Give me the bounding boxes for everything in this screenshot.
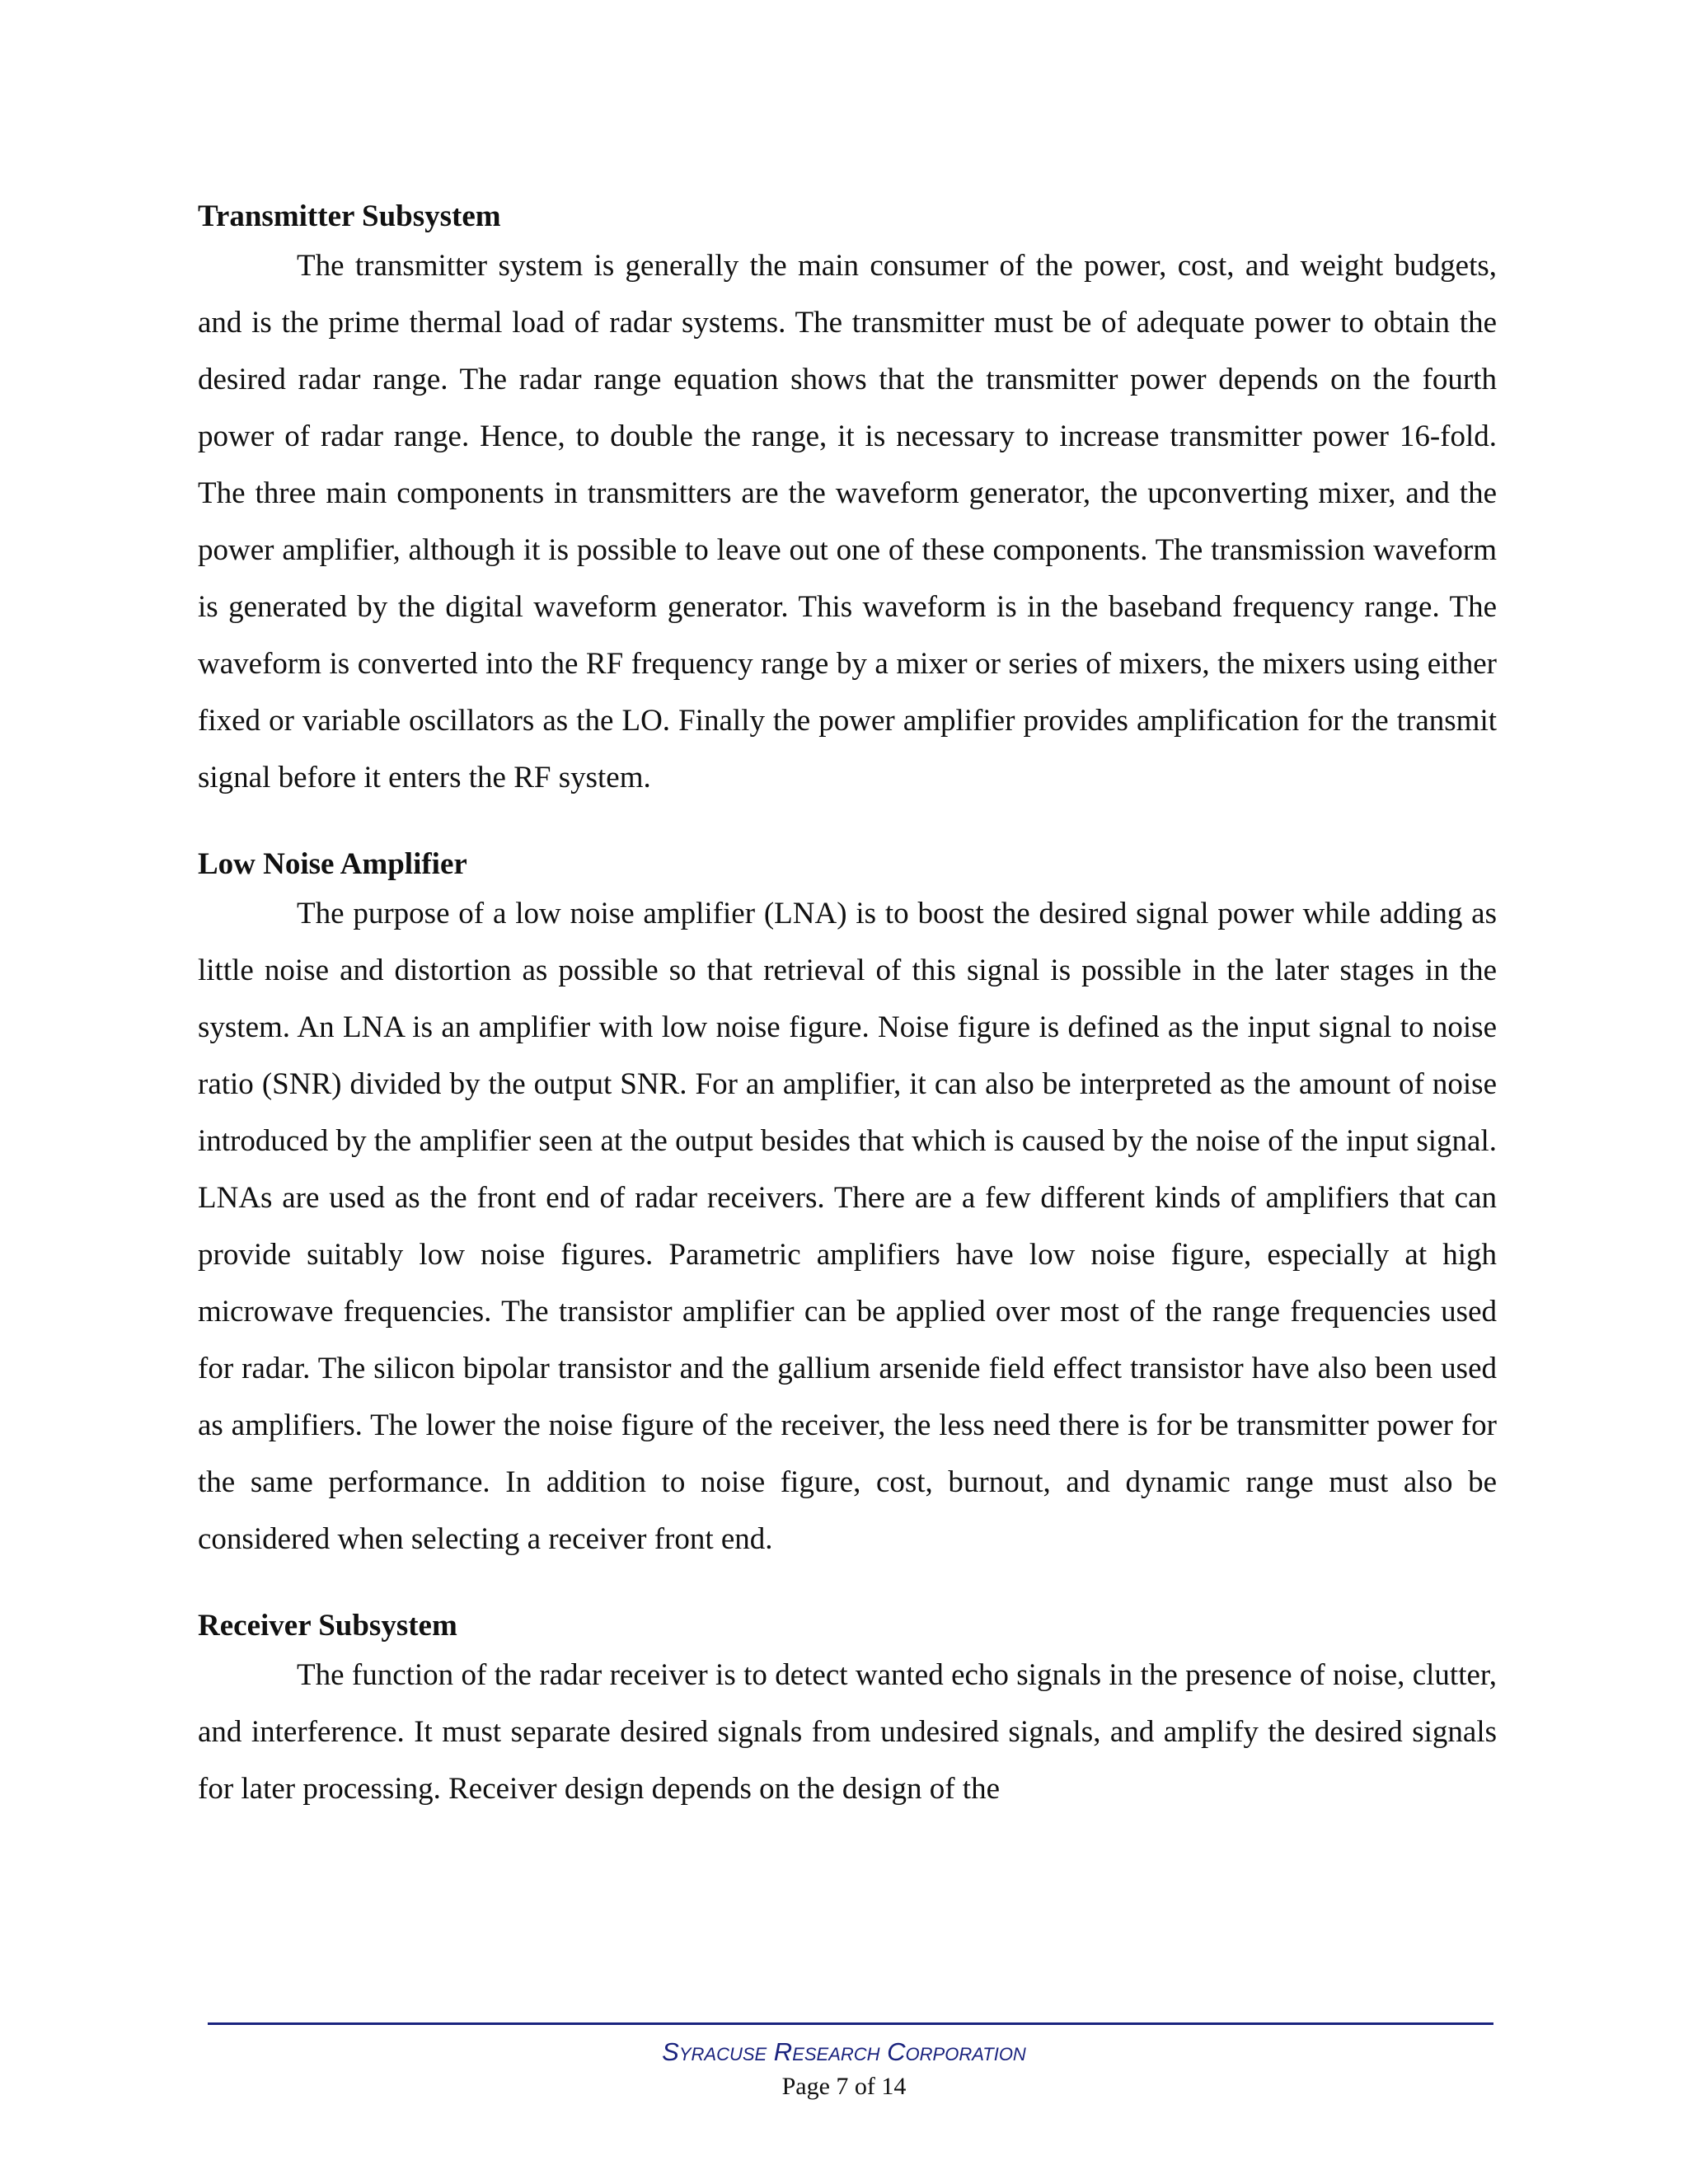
section-low-noise-amplifier bbox=[198, 844, 1497, 1568]
page-number: Page 7 of 14 bbox=[781, 2073, 907, 2100]
section-heading: Receiver Subsystem bbox=[198, 1609, 457, 1643]
footer-organization: Syracuse Research Corporation bbox=[662, 2037, 1026, 2066]
document-body bbox=[198, 196, 1497, 1855]
section-paragraph: The function of the radar receiver is to detect wanted echo signals in the presence of noise, clutter, and interference. It must separate desired signals from undesired signals, and amplify the desired signals for later processing. Receiver design depends on the design of the bbox=[198, 1658, 1497, 1806]
footer-divider bbox=[208, 2022, 1493, 2025]
section-heading: Low Noise Amplifier bbox=[198, 847, 467, 881]
section-transmitter-subsystem bbox=[198, 196, 1497, 806]
section-receiver-subsystem bbox=[198, 1605, 1497, 1817]
section-paragraph: The transmitter system is generally the main consumer of the power, cost, and weight budgets, and is the prime thermal load of radar systems. The transmitter must be of adequate power to obtain the desired radar range. The radar range equation shows that the transmitter power depends on the fourth power of radar range. Hence, to double the range, it is necessary to increase transmitter power 16-fold. The three main components in transmitters are the waveform generator, the upconverting mixer, and the power amplifier, although it is possible to leave out one of these components. The transmission waveform is generated by the digital waveform generator. This waveform is in the baseband frequency range. The waveform is converted into the RF frequency range by a mixer or series of mixers, the mixers using either fixed or variable oscillators as the LO. Finally the power amplifier provides amplification for the transmit signal before it enters the RF system. bbox=[198, 249, 1497, 794]
section-paragraph: The purpose of a low noise amplifier (LNA) is to boost the desired signal power while adding as little noise and distortion as possible so that retrieval of this signal is possible in the later stages in the system. An LNA is an amplifier with low noise figure. Noise figure is defined as the input signal to noise ratio (SNR) divided by the output SNR. For an amplifier, it can also be interpreted as the amount of noise introduced by the amplifier seen at the output besides that which is caused by the noise of the input signal. LNAs are used as the front end of radar receivers. There are a few different kinds of amplifiers that can provide suitably low noise figures. Parametric amplifiers have low noise figure, especially at high microwave frequencies. The transistor amplifier can be applied over most of the range frequencies used for radar. The silicon bipolar transistor and the gallium arsenide field effect transistor have also been used as amplifiers. The lower the noise figure of the receiver, the less need there is for be transmitter power for the same performance. In addition to noise figure, cost, burnout, and dynamic range must also be considered when selecting a receiver front end. bbox=[198, 897, 1497, 1556]
section-heading: Transmitter Subsystem bbox=[198, 199, 501, 233]
